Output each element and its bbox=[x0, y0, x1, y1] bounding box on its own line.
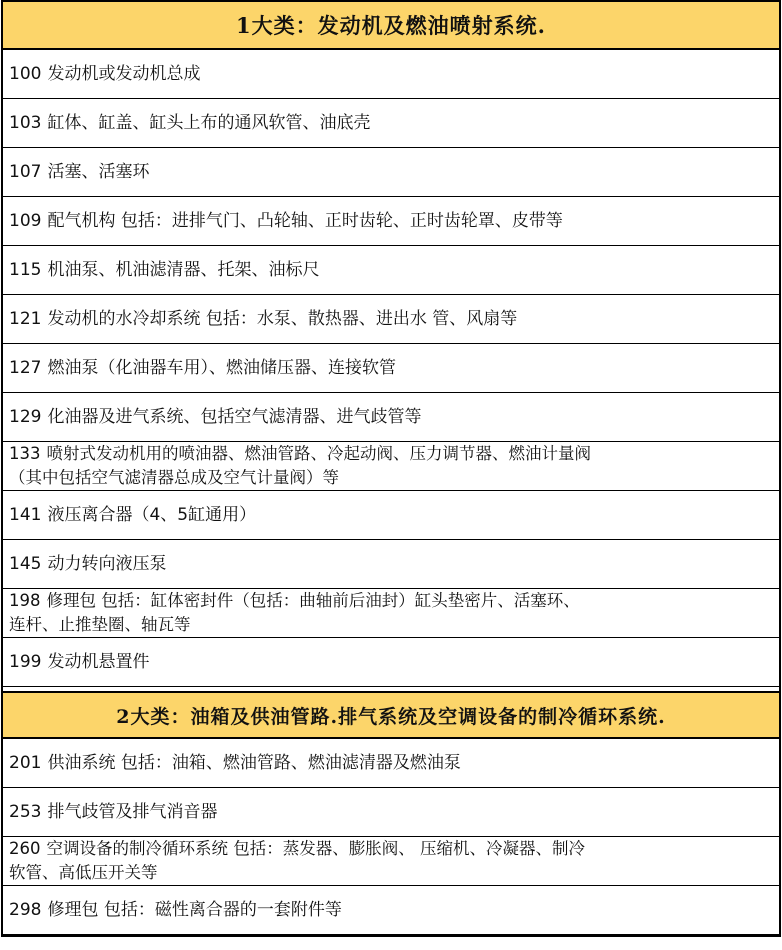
table-row bbox=[3, 393, 779, 442]
row-line bbox=[9, 404, 777, 430]
part-description: 供油系统 包括：油箱、燃油管路、燃油滤清器及燃油泵 bbox=[47, 753, 461, 773]
table-row bbox=[3, 344, 779, 393]
part-description: 化油器及进气系统、包括空气滤清器、进气歧管等 bbox=[47, 407, 422, 427]
row-line bbox=[9, 442, 777, 466]
part-description: 液压离合器（4、5缸通用） bbox=[47, 505, 257, 525]
section-2-rows bbox=[3, 739, 779, 935]
part-code: 107 bbox=[9, 162, 42, 182]
section-2-table bbox=[1, 691, 781, 937]
part-code: 253 bbox=[9, 802, 42, 822]
part-code: 127 bbox=[9, 358, 42, 378]
part-description: 发动机或发动机总成 bbox=[47, 64, 201, 84]
part-description: （其中包括空气滤清器总成及空气计量阀）等 bbox=[9, 468, 339, 487]
table-row bbox=[3, 837, 779, 886]
row-line bbox=[9, 110, 777, 136]
part-code: 109 bbox=[9, 211, 42, 231]
row-line bbox=[9, 466, 777, 490]
table-row bbox=[3, 197, 779, 246]
part-description: 发动机悬置件 bbox=[47, 652, 150, 672]
part-code: 201 bbox=[9, 753, 42, 773]
part-code: 100 bbox=[9, 64, 42, 84]
part-description: 软管、高低压开关等 bbox=[9, 863, 158, 882]
row-line bbox=[9, 837, 777, 861]
row-line bbox=[9, 649, 777, 675]
table-row bbox=[3, 589, 779, 638]
part-description: 发动机的水冷却系统 包括：水泵、散热器、进出水 管、风扇等 bbox=[47, 309, 518, 329]
part-description: 喷射式发动机用的喷油器、燃油管路、冷起动阀、压力调节器、燃油计量阀 bbox=[46, 444, 591, 463]
part-description: 机油泵、机油滤清器、托架、油标尺 bbox=[47, 260, 320, 280]
part-code: 103 bbox=[9, 113, 42, 133]
row-line bbox=[9, 897, 777, 923]
table-row bbox=[3, 638, 779, 687]
part-description: 连杆、止推垫圈、轴瓦等 bbox=[9, 615, 191, 634]
part-description: 修理包 包括：磁性离合器的一套附件等 bbox=[47, 900, 342, 920]
table-row bbox=[3, 148, 779, 197]
row-line bbox=[9, 613, 777, 637]
table-row bbox=[3, 295, 779, 344]
row-line bbox=[9, 799, 777, 825]
table-row bbox=[3, 50, 779, 99]
part-code: 199 bbox=[9, 652, 42, 672]
parts-catalog-sheet bbox=[1, 0, 781, 937]
part-code: 115 bbox=[9, 260, 42, 280]
part-code: 260 bbox=[9, 839, 41, 858]
table-row bbox=[3, 491, 779, 540]
part-description: 活塞、活塞环 bbox=[47, 162, 150, 182]
table-row bbox=[3, 788, 779, 837]
part-code: 141 bbox=[9, 505, 42, 525]
part-code: 121 bbox=[9, 309, 42, 329]
part-code: 145 bbox=[9, 554, 42, 574]
row-line bbox=[9, 208, 777, 234]
part-description: 缸体、缸盖、缸头上布的通风软管、油底壳 bbox=[47, 113, 371, 133]
row-line bbox=[9, 61, 777, 87]
part-code: 298 bbox=[9, 900, 42, 920]
part-code: 129 bbox=[9, 407, 42, 427]
row-line bbox=[9, 750, 777, 776]
table-row bbox=[3, 246, 779, 295]
table-row bbox=[3, 99, 779, 148]
part-code: 198 bbox=[9, 591, 41, 610]
row-line bbox=[9, 159, 777, 185]
section-1-title: 1大类：发动机及燃油喷射系统. bbox=[3, 2, 779, 50]
row-line bbox=[9, 861, 777, 885]
table-row bbox=[3, 442, 779, 491]
part-description: 排气歧管及排气消音器 bbox=[47, 802, 218, 822]
table-row bbox=[3, 540, 779, 589]
row-line bbox=[9, 355, 777, 381]
row-line bbox=[9, 589, 777, 613]
section-2-title: 2大类：油箱及供油管路.排气系统及空调设备的制冷循环系统. bbox=[3, 693, 779, 739]
section-1-table bbox=[1, 0, 781, 687]
part-description: 空调设备的制冷循环系统 包括：蒸发器、膨胀阀、 压缩机、冷凝器、制冷 bbox=[46, 839, 585, 858]
table-row bbox=[3, 739, 779, 788]
row-line bbox=[9, 306, 777, 332]
row-line bbox=[9, 551, 777, 577]
section-1-rows bbox=[3, 50, 779, 687]
part-code: 133 bbox=[9, 444, 41, 463]
part-description: 修理包 包括：缸体密封件（包括：曲轴前后油封）缸头垫密片、活塞环、 bbox=[46, 591, 580, 610]
row-line bbox=[9, 257, 777, 283]
part-description: 燃油泵（化油器车用）、燃油储压器、连接软管 bbox=[47, 358, 396, 378]
part-description: 动力转向液压泵 bbox=[47, 554, 167, 574]
part-description: 配气机构 包括：进排气门、凸轮轴、正时齿轮、正时齿轮罩、皮带等 bbox=[47, 211, 563, 231]
row-line bbox=[9, 502, 777, 528]
table-row bbox=[3, 886, 779, 935]
